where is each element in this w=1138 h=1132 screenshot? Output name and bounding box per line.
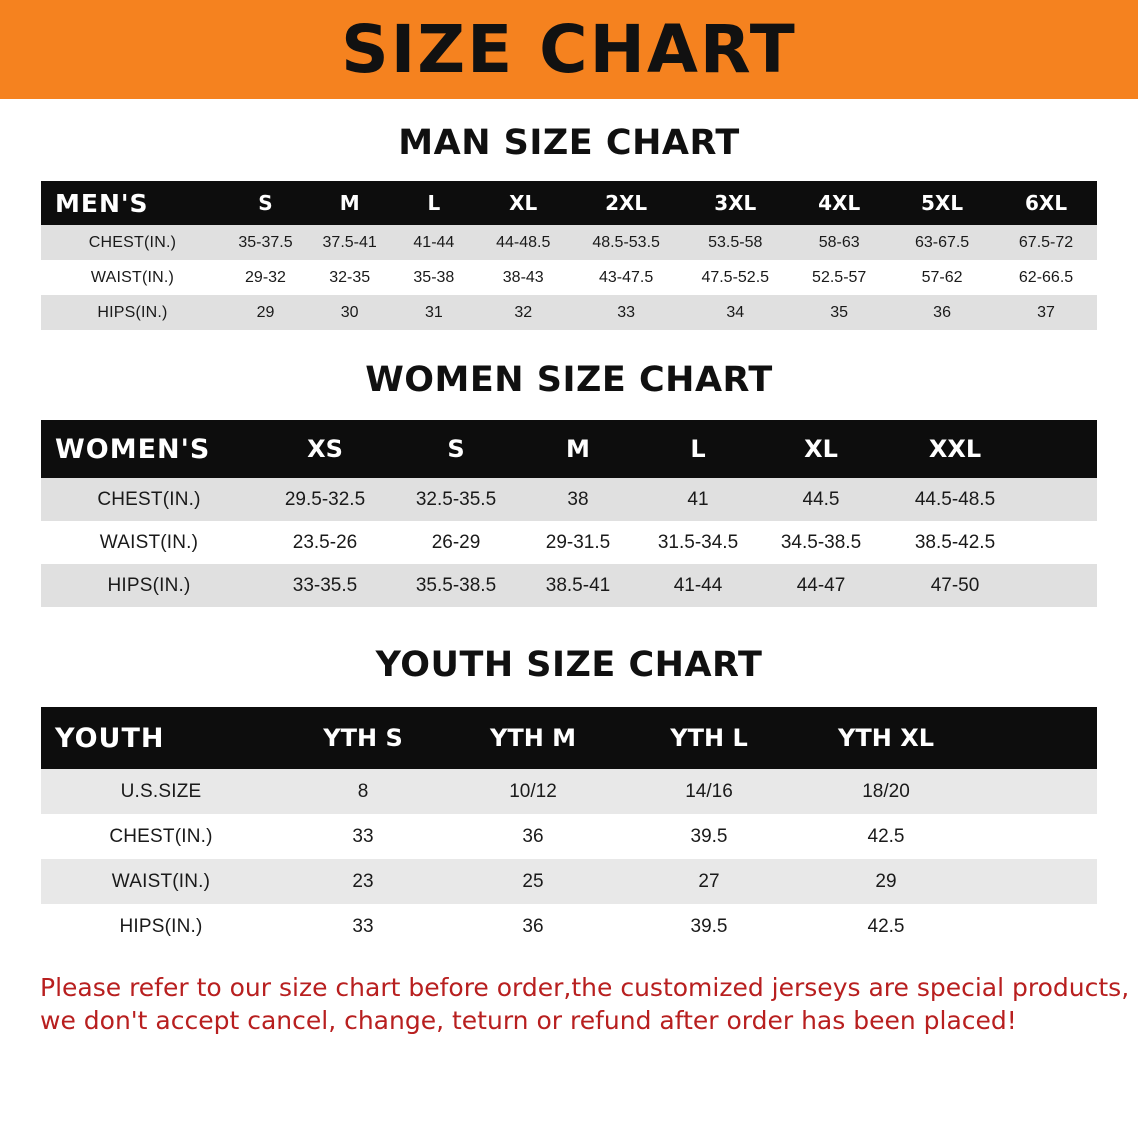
table-cell: 32.5-35.5 — [393, 478, 519, 521]
table-cell: 18/20 — [797, 769, 975, 814]
table-cell-spacer — [975, 904, 1097, 949]
youth-col-header-spacer — [975, 707, 1097, 769]
youth-col-header: YTH M — [445, 707, 621, 769]
table-cell: 44.5-48.5 — [883, 478, 1027, 521]
women-col-header: XXL — [883, 420, 1027, 478]
men-col-header: XL — [475, 181, 571, 225]
table-cell: 14/16 — [621, 769, 797, 814]
table-cell: 44.5 — [759, 478, 883, 521]
women-col-header-spacer — [1027, 420, 1097, 478]
table-cell: 42.5 — [797, 814, 975, 859]
youth-size-table — [41, 707, 1097, 949]
table-cell: 39.5 — [621, 904, 797, 949]
banner — [0, 0, 1138, 99]
table-cell-spacer — [975, 814, 1097, 859]
table-cell: 43-47.5 — [571, 260, 681, 295]
order-policy-note — [40, 971, 1130, 1037]
men-table-header-row — [41, 181, 1097, 225]
table-cell: 63-67.5 — [889, 225, 995, 260]
women-col-header: S — [393, 420, 519, 478]
women-table-wrap — [41, 420, 1097, 607]
men-col-header: 4XL — [789, 181, 889, 225]
table-cell: 29-32 — [224, 260, 307, 295]
table-cell: 35-37.5 — [224, 225, 307, 260]
table-cell: 38 — [519, 478, 637, 521]
women-col-header: XL — [759, 420, 883, 478]
table-cell: 26-29 — [393, 521, 519, 564]
table-cell: 44-48.5 — [475, 225, 571, 260]
row-label: U.S.SIZE — [41, 769, 281, 814]
table-row — [41, 260, 1097, 295]
table-cell: 31.5-34.5 — [637, 521, 759, 564]
row-label: CHEST(IN.) — [41, 814, 281, 859]
table-cell: 8 — [281, 769, 445, 814]
table-cell: 33-35.5 — [257, 564, 393, 607]
table-cell: 53.5-58 — [681, 225, 789, 260]
row-label: HIPS(IN.) — [41, 564, 257, 607]
table-cell: 25 — [445, 859, 621, 904]
table-cell: 23.5-26 — [257, 521, 393, 564]
youth-col-header: YTH S — [281, 707, 445, 769]
table-cell: 29 — [797, 859, 975, 904]
youth-table-header-row — [41, 707, 1097, 769]
table-row — [41, 859, 1097, 904]
men-col-header: 2XL — [571, 181, 681, 225]
table-cell: 36 — [445, 904, 621, 949]
table-cell: 41-44 — [392, 225, 475, 260]
row-label: WAIST(IN.) — [41, 521, 257, 564]
table-cell: 36 — [445, 814, 621, 859]
table-cell-spacer — [975, 769, 1097, 814]
page-title: SIZE CHART — [341, 10, 797, 88]
women-size-table — [41, 420, 1097, 607]
table-row — [41, 814, 1097, 859]
table-cell: 30 — [307, 295, 392, 330]
table-cell: 52.5-57 — [789, 260, 889, 295]
table-cell: 58-63 — [789, 225, 889, 260]
table-cell: 39.5 — [621, 814, 797, 859]
women-corner-label: WOMEN'S — [41, 420, 257, 478]
table-cell: 32-35 — [307, 260, 392, 295]
women-col-header: L — [637, 420, 759, 478]
table-cell: 34.5-38.5 — [759, 521, 883, 564]
youth-col-header: YTH XL — [797, 707, 975, 769]
table-row — [41, 521, 1097, 564]
table-cell: 23 — [281, 859, 445, 904]
table-row — [41, 564, 1097, 607]
men-col-header: L — [392, 181, 475, 225]
men-col-header: S — [224, 181, 307, 225]
table-row — [41, 225, 1097, 260]
table-cell-spacer — [975, 859, 1097, 904]
table-cell: 47.5-52.5 — [681, 260, 789, 295]
table-cell: 31 — [392, 295, 475, 330]
women-col-header: M — [519, 420, 637, 478]
table-cell: 37 — [995, 295, 1097, 330]
table-cell: 36 — [889, 295, 995, 330]
women-section-heading: WOMEN SIZE CHART — [365, 360, 773, 400]
men-col-header: 5XL — [889, 181, 995, 225]
table-cell: 57-62 — [889, 260, 995, 295]
table-cell: 27 — [621, 859, 797, 904]
table-cell: 38-43 — [475, 260, 571, 295]
table-cell: 37.5-41 — [307, 225, 392, 260]
table-cell: 38.5-41 — [519, 564, 637, 607]
table-cell: 44-47 — [759, 564, 883, 607]
table-row — [41, 769, 1097, 814]
youth-table-wrap — [41, 707, 1097, 949]
table-cell: 48.5-53.5 — [571, 225, 681, 260]
table-cell: 35-38 — [392, 260, 475, 295]
table-cell: 67.5-72 — [995, 225, 1097, 260]
women-table-header-row — [41, 420, 1097, 478]
table-cell: 41-44 — [637, 564, 759, 607]
men-corner-label: MEN'S — [41, 181, 224, 225]
table-row — [41, 478, 1097, 521]
table-cell: 29.5-32.5 — [257, 478, 393, 521]
row-label: HIPS(IN.) — [41, 904, 281, 949]
table-row — [41, 295, 1097, 330]
row-label: CHEST(IN.) — [41, 225, 224, 260]
men-col-header: M — [307, 181, 392, 225]
women-col-header: XS — [257, 420, 393, 478]
table-cell: 41 — [637, 478, 759, 521]
table-cell: 42.5 — [797, 904, 975, 949]
men-col-header: 3XL — [681, 181, 789, 225]
men-col-header: 6XL — [995, 181, 1097, 225]
men-table-wrap — [41, 181, 1097, 330]
youth-corner-label: YOUTH — [41, 707, 281, 769]
table-cell-spacer — [1027, 521, 1097, 564]
table-cell: 33 — [281, 904, 445, 949]
table-cell: 32 — [475, 295, 571, 330]
table-cell: 33 — [571, 295, 681, 330]
table-cell: 38.5-42.5 — [883, 521, 1027, 564]
row-label: WAIST(IN.) — [41, 260, 224, 295]
men-size-table — [41, 181, 1097, 330]
youth-section-heading: YOUTH SIZE CHART — [375, 645, 763, 685]
row-label: HIPS(IN.) — [41, 295, 224, 330]
row-label: WAIST(IN.) — [41, 859, 281, 904]
table-cell: 29 — [224, 295, 307, 330]
table-row — [41, 904, 1097, 949]
table-cell: 35.5-38.5 — [393, 564, 519, 607]
table-cell: 29-31.5 — [519, 521, 637, 564]
men-section-heading: MAN SIZE CHART — [398, 123, 740, 163]
table-cell: 62-66.5 — [995, 260, 1097, 295]
table-cell: 47-50 — [883, 564, 1027, 607]
note-line-2: we don't accept cancel, change, teturn or refund after order has been placed! — [40, 1006, 1017, 1035]
youth-col-header: YTH L — [621, 707, 797, 769]
table-cell-spacer — [1027, 564, 1097, 607]
table-cell: 34 — [681, 295, 789, 330]
table-cell: 33 — [281, 814, 445, 859]
table-cell: 10/12 — [445, 769, 621, 814]
row-label: CHEST(IN.) — [41, 478, 257, 521]
table-cell: 35 — [789, 295, 889, 330]
table-cell-spacer — [1027, 478, 1097, 521]
note-line-1: Please refer to our size chart before order,the customized jerseys are special products, — [40, 973, 1130, 1002]
